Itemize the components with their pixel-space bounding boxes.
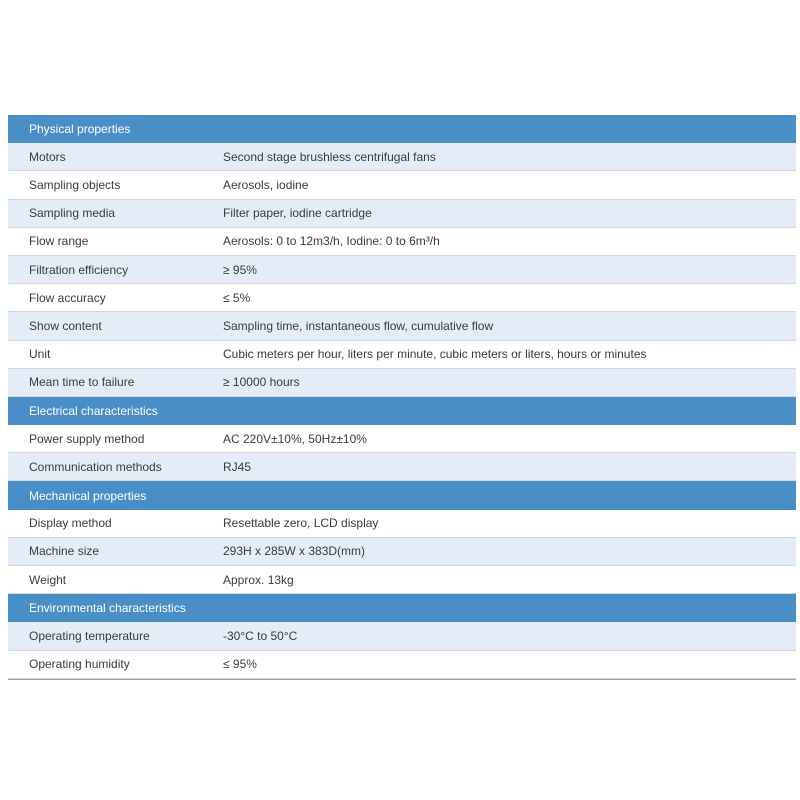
section-header-mechanical	[8, 481, 796, 509]
row-value: ≤ 95%	[223, 657, 257, 672]
row-value: ≥ 10000 hours	[223, 375, 300, 390]
table-row	[8, 566, 796, 594]
section-header-environmental	[8, 594, 796, 622]
table-row	[8, 622, 796, 650]
row-label: Flow range	[29, 234, 89, 249]
table-row	[8, 453, 796, 481]
row-value: AC 220V±10%, 50Hz±10%	[223, 431, 367, 446]
row-value: Resettable zero, LCD display	[223, 516, 379, 531]
section-header-electrical	[8, 397, 796, 425]
row-label: Display method	[29, 516, 112, 531]
row-label: Weight	[29, 572, 67, 587]
row-label: Communication methods	[29, 459, 162, 474]
table-row	[8, 369, 796, 397]
row-label: Power supply method	[29, 431, 145, 446]
table-row	[8, 341, 796, 369]
row-value: ≤ 5%	[223, 290, 251, 305]
row-label: Filtration efficiency	[29, 262, 129, 277]
row-value: Second stage brushless centrifugal fans	[223, 149, 436, 164]
table-row	[8, 538, 796, 566]
table-row	[8, 284, 796, 312]
table-row	[8, 312, 796, 340]
row-value: Sampling time, instantaneous flow, cumulative flow	[223, 318, 494, 333]
row-label: Motors	[29, 149, 66, 164]
row-label: Flow accuracy	[29, 290, 106, 305]
table-row	[8, 228, 796, 256]
row-value: 293H x 285W x 383D(mm)	[223, 544, 366, 559]
table-row	[8, 171, 796, 199]
table-row	[8, 651, 796, 679]
row-label: Operating temperature	[29, 628, 150, 643]
row-label: Machine size	[29, 544, 100, 559]
row-value: ≥ 95%	[223, 262, 257, 277]
row-value: Cubic meters per hour, liters per minute, cubic meters or liters, hours or minutes	[223, 347, 647, 362]
table-row	[8, 510, 796, 538]
section-title: Environmental characteristics	[29, 601, 186, 616]
table-row	[8, 143, 796, 171]
table-row	[8, 425, 796, 453]
row-label: Unit	[29, 347, 51, 362]
row-value: -30°C to 50°C	[223, 628, 298, 643]
row-value: Filter paper, iodine cartridge	[223, 206, 372, 221]
row-value: Aerosols, iodine	[223, 177, 309, 192]
section-title: Mechanical properties	[29, 488, 147, 503]
row-label: Mean time to failure	[29, 375, 135, 390]
row-label: Sampling objects	[29, 177, 121, 192]
row-label: Sampling media	[29, 206, 116, 221]
row-label: Operating humidity	[29, 657, 130, 672]
row-value: Approx. 13kg	[223, 572, 294, 587]
row-value: RJ45	[223, 459, 252, 474]
section-title: Physical properties	[29, 122, 131, 137]
row-value: Aerosols: 0 to 12m3/h, Iodine: 0 to 6m³/h	[223, 234, 440, 249]
table-row	[8, 200, 796, 228]
spec-table	[8, 115, 796, 680]
row-label: Show content	[29, 318, 102, 333]
table-row	[8, 256, 796, 284]
section-header-physical	[8, 115, 796, 143]
section-title: Electrical characteristics	[29, 403, 158, 418]
